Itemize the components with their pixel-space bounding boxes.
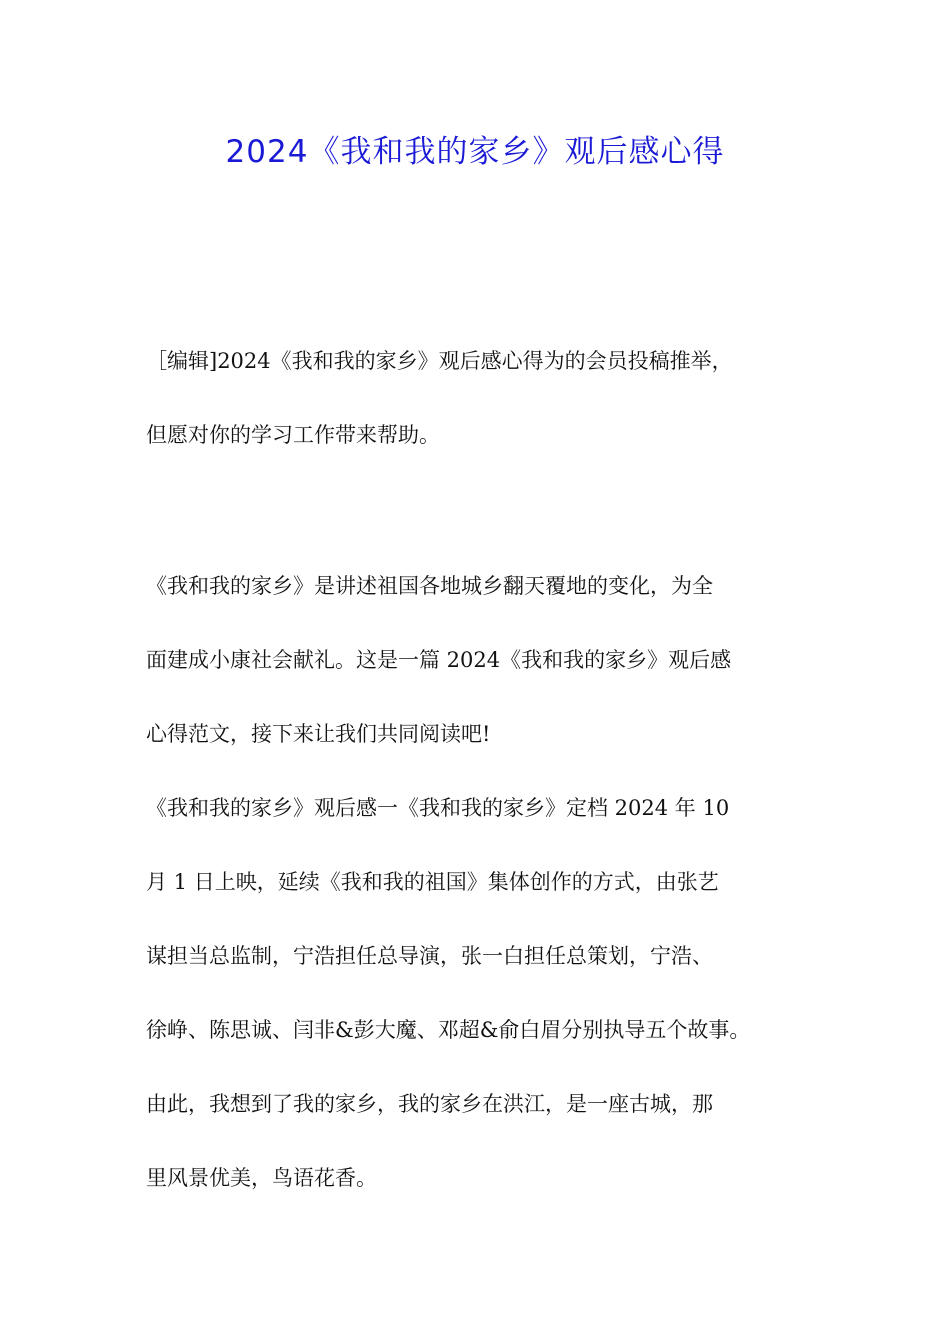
text-line: 面建成小康社会献礼。这是一篇 2024《我和我的家乡》观后感 (146, 648, 732, 672)
text-line: 心得范文，接下来让我们共同阅读吧! (146, 722, 491, 746)
text-line: 但愿对你的学习工作带来帮助。 (146, 423, 440, 447)
text-line: 《我和我的家乡》是讲述祖国各地城乡翻天覆地的变化，为全 (146, 574, 713, 598)
document-title: 2024《我和我的家乡》观后感心得 (225, 134, 725, 170)
text-line: 由此，我想到了我的家乡，我的家乡在洪江，是一座古城，那 (146, 1092, 713, 1116)
text-line: 谋担当总监制，宁浩担任总导演，张一白担任总策划，宁浩、 (146, 944, 713, 968)
text-line: 徐峥、陈思诚、闫非&彭大魔、邓超&俞白眉分别执导五个故事。 (146, 1018, 751, 1042)
text-line: 月 1 日上映，延续《我和我的祖国》集体创作的方式，由张艺 (146, 870, 719, 894)
text-line: 《我和我的家乡》观后感一《我和我的家乡》定档 2024 年 10 (146, 796, 730, 820)
text-line: 里风景优美，鸟语花香。 (146, 1166, 377, 1190)
text-line: ［编辑]2024《我和我的家乡》观后感心得为的会员投稿推举， (146, 349, 733, 373)
